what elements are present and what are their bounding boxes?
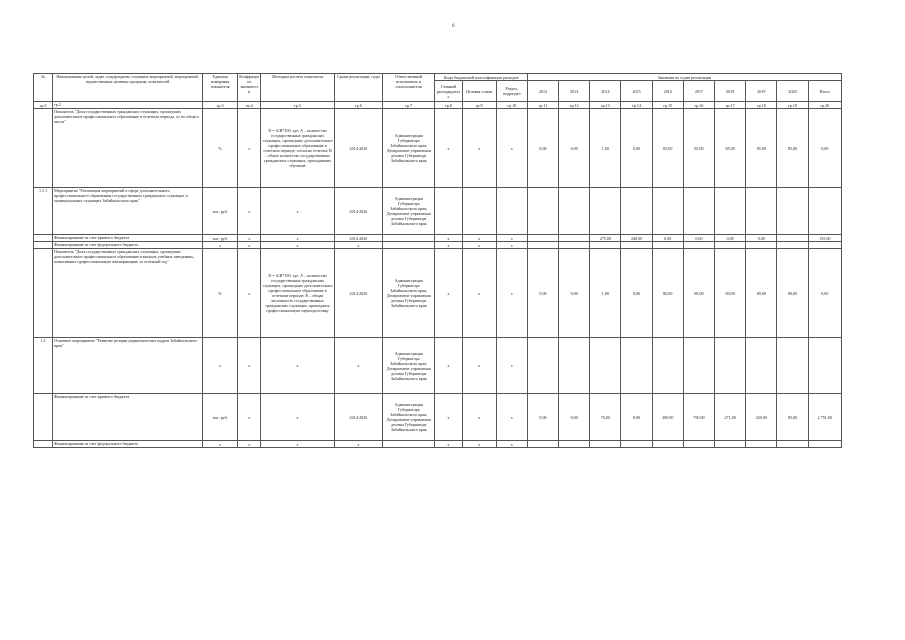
- row-method: х: [261, 188, 334, 235]
- colnum: гр.15: [652, 102, 683, 109]
- row-value: [527, 242, 558, 249]
- hdr-code-a: Главный распорядитель: [435, 81, 462, 102]
- row-code-b: х: [462, 394, 496, 441]
- row-value: [715, 441, 746, 448]
- row-name: Показатель "Доля государственных гражданских служащих, прошедших дополнительное профессиональное образование в отчетном периоде, от их общего числа": [53, 109, 203, 188]
- header-row: [34, 74, 842, 81]
- colnum: гр.20: [808, 102, 841, 109]
- colnum: гр.12: [559, 102, 590, 109]
- row-code-a: х: [435, 242, 462, 249]
- row-term: 2014-2020: [334, 235, 382, 242]
- row-value: 85,00: [715, 109, 746, 188]
- colnum: гр.3: [34, 102, 53, 109]
- hdr-year: 2013: [559, 81, 590, 102]
- row-value: [777, 441, 808, 448]
- row-value: [559, 441, 590, 448]
- row-method: D = A/B*100, где: А – количество государственных гражданских служащих, прошедших дополнительное профессиональное образование в отчетном периоде, согласно отчетам; В – общее количество государственных гражданских служащих, проходивших обучение: [261, 109, 334, 188]
- row-value: 1,00: [590, 109, 621, 188]
- colnum: гр.10: [496, 102, 527, 109]
- row-method: х: [261, 235, 334, 242]
- hdr-year: 2019: [746, 81, 777, 102]
- row-value: 85,00: [777, 109, 808, 188]
- row-value: 0,00: [527, 249, 558, 338]
- row-value: 155,00: [808, 235, 841, 242]
- row-value: [808, 242, 841, 249]
- row-value: 750,00: [683, 394, 714, 441]
- row-coef: х: [238, 242, 261, 249]
- hdr-year: 2017: [683, 81, 714, 102]
- row-method: х: [261, 242, 334, 249]
- row-code-b: х: [462, 235, 496, 242]
- row-value: 0,00: [559, 394, 590, 441]
- row-value: 85,00: [746, 109, 777, 188]
- row-coef: х: [238, 394, 261, 441]
- row-num: [34, 441, 53, 448]
- row-value: [715, 188, 746, 235]
- row-term: х: [334, 338, 382, 394]
- colnum: гр.6: [334, 102, 382, 109]
- row-value: 0,00: [746, 235, 777, 242]
- row-value: [777, 242, 808, 249]
- row-name: Мероприятие "Реализация мероприятий в сфере дополнительного профессионального образования государственных гражданских служащих и муниципальных служащих Забайкальского края": [53, 188, 203, 235]
- row-value: [621, 441, 652, 448]
- row-value: 70,00: [590, 394, 621, 441]
- row-value: [808, 441, 841, 448]
- row-value: 275,00: [590, 235, 621, 242]
- row-code-c: х: [496, 338, 527, 394]
- row-value: 0,00: [808, 249, 841, 338]
- row-code-b: х: [462, 338, 496, 394]
- row-value: 85,00: [652, 109, 683, 188]
- row-value: 80,00: [652, 249, 683, 338]
- colnum: гр.17: [715, 102, 746, 109]
- row-num: 1.1.1: [34, 188, 53, 235]
- row-code-a: х: [435, 441, 462, 448]
- row-value: 0,00: [808, 109, 841, 188]
- row-method: х: [261, 441, 334, 448]
- row-value: [621, 338, 652, 394]
- row-code-c: х: [496, 235, 527, 242]
- row-value: [683, 188, 714, 235]
- row-unit: х: [203, 338, 238, 394]
- row-unit: %: [203, 249, 238, 338]
- program-table: [33, 73, 842, 448]
- row-value: 85,00: [683, 109, 714, 188]
- row-coef: х: [238, 338, 261, 394]
- hdr-year: 2014: [590, 81, 621, 102]
- row-value: [777, 338, 808, 394]
- row-value: 85,00: [777, 394, 808, 441]
- row-resp: Администрация Губернатора Забайкальского края; Департамент управления делами Губернатора Забайкальского края: [383, 249, 435, 338]
- row-value: 80,00: [777, 249, 808, 338]
- row-code-a: х: [435, 338, 462, 394]
- row-value: [527, 235, 558, 242]
- table-row: [34, 441, 842, 448]
- colnum: гр.4: [238, 102, 261, 109]
- colnum: гр.9: [462, 102, 496, 109]
- row-value: [746, 441, 777, 448]
- row-code-a: х: [435, 235, 462, 242]
- row-value: [621, 188, 652, 235]
- table-row: [34, 338, 842, 394]
- row-value: 0,00: [559, 249, 590, 338]
- row-name: Финансирование за счет краевого бюджета: [53, 394, 203, 441]
- row-resp: [383, 242, 435, 249]
- colnum: гр.18: [746, 102, 777, 109]
- row-value: [590, 338, 621, 394]
- row-value: [559, 242, 590, 249]
- row-method: D = A/B*100, где: А – количество государственных гражданских служащих, прошедших дополнительное профессиональное образование в отчетном периоде; В – общая численность государственных гражданских служащих, прошедших профессиональную переподготовку: [261, 249, 334, 338]
- row-coef: х: [238, 235, 261, 242]
- row-coef: х: [238, 249, 261, 338]
- colnum: гр.19: [777, 102, 808, 109]
- table-row: [34, 242, 842, 249]
- colnum: гр.8: [435, 102, 462, 109]
- row-value: 240,00: [621, 235, 652, 242]
- row-value: 0,00: [683, 235, 714, 242]
- row-num: 1.2: [34, 338, 53, 394]
- row-code-b: х: [462, 242, 496, 249]
- row-value: 0,00: [621, 394, 652, 441]
- row-value: [777, 235, 808, 242]
- row-code-c: х: [496, 109, 527, 188]
- colnum: гр.14: [621, 102, 652, 109]
- row-num: [34, 249, 53, 338]
- row-value: [683, 441, 714, 448]
- row-value: [621, 242, 652, 249]
- row-value: [715, 338, 746, 394]
- hdr-year: Итого: [808, 81, 841, 102]
- hdr-code-c: Раздел, подраздел: [496, 81, 527, 102]
- row-value: [746, 188, 777, 235]
- row-name: Финансирование за счет федерального бюджета: [53, 242, 203, 249]
- row-term: 2014-2020: [334, 188, 382, 235]
- hdr-year: 2015: [621, 81, 652, 102]
- row-value: 80,00: [715, 249, 746, 338]
- row-coef: х: [238, 109, 261, 188]
- row-code-b: [462, 188, 496, 235]
- row-name: Финансирование за счет краевого бюджета: [53, 235, 203, 242]
- row-method: х: [261, 394, 334, 441]
- row-value: 0,00: [559, 109, 590, 188]
- row-resp: Администрация Губернатора Забайкальского края; Департамент управления делами Губернатора Забайкальского края: [383, 109, 435, 188]
- row-code-c: х: [496, 441, 527, 448]
- row-value: [777, 188, 808, 235]
- row-value: 320,00: [746, 394, 777, 441]
- hdr-resp: Ответственный исполнитель и соисполнители: [383, 74, 435, 102]
- row-value: 1,00: [590, 249, 621, 338]
- row-code-c: [496, 188, 527, 235]
- colnum: гр.3: [203, 102, 238, 109]
- hdr-values: Значения по годам реализации: [527, 74, 841, 81]
- row-code-c: х: [496, 394, 527, 441]
- hdr-year: 2012: [527, 81, 558, 102]
- row-num: [34, 109, 53, 188]
- row-resp: Администрация Губернатора Забайкальского края; Департамент управления делами Губернатора Забайкальского края: [383, 338, 435, 394]
- row-unit: %: [203, 109, 238, 188]
- row-value: [527, 338, 558, 394]
- colnum: гр.16: [683, 102, 714, 109]
- row-value: [559, 235, 590, 242]
- row-value: 0,00: [527, 109, 558, 188]
- row-value: [808, 188, 841, 235]
- row-num: [34, 242, 53, 249]
- hdr-year: 2018: [715, 81, 746, 102]
- row-value: [746, 242, 777, 249]
- hdr-method: Методика расчета показателя: [261, 74, 334, 102]
- row-code-a: [435, 188, 462, 235]
- row-value: [559, 338, 590, 394]
- row-value: [590, 188, 621, 235]
- row-method: х: [261, 338, 334, 394]
- row-resp: [383, 235, 435, 242]
- row-value: [683, 338, 714, 394]
- table-row: [34, 394, 842, 441]
- row-value: [652, 338, 683, 394]
- row-resp: [383, 441, 435, 448]
- row-value: 0,00: [621, 249, 652, 338]
- row-unit: х: [203, 441, 238, 448]
- hdr-code-b: Целевая статья: [462, 81, 496, 102]
- row-num: [34, 235, 53, 242]
- table-row: [34, 188, 842, 235]
- row-term: 2014-2020: [334, 249, 382, 338]
- row-code-a: х: [435, 109, 462, 188]
- row-code-b: х: [462, 441, 496, 448]
- row-unit: х: [203, 242, 238, 249]
- hdr-name: Наименование целей, задач, подпрограмм, основных мероприятий, мероприятий, ведомственных целевых программ, показателей: [53, 74, 203, 102]
- row-value: [590, 441, 621, 448]
- colnum: гр.11: [527, 102, 558, 109]
- row-value: [652, 242, 683, 249]
- row-unit: тыс. руб.: [203, 235, 238, 242]
- row-value: 0,00: [652, 235, 683, 242]
- row-value: 271,00: [715, 394, 746, 441]
- table-row: [34, 235, 842, 242]
- row-term: х: [334, 242, 382, 249]
- row-unit: тыс. руб.: [203, 188, 238, 235]
- row-term: х: [334, 441, 382, 448]
- row-value: 0,00: [715, 235, 746, 242]
- row-value: [527, 441, 558, 448]
- hdr-num: №: [34, 74, 53, 102]
- colnum: гр.5: [261, 102, 334, 109]
- row-term: 2014-2020: [334, 109, 382, 188]
- row-resp: Администрация Губернатора Забайкальского края; Департамент управления делами Губернатора Забайкальского края: [383, 394, 435, 441]
- hdr-codes: Коды бюджетной классификации расходов: [435, 74, 528, 81]
- row-coef: х: [238, 441, 261, 448]
- colnum: гр.2: [53, 102, 203, 109]
- row-code-b: х: [462, 249, 496, 338]
- row-code-a: х: [435, 249, 462, 338]
- row-value: [590, 242, 621, 249]
- row-term: 2014-2020: [334, 394, 382, 441]
- hdr-unit: Единица измерения показателя: [203, 74, 238, 102]
- row-code-c: х: [496, 242, 527, 249]
- row-resp: Администрация Губернатора Забайкальского края; Департамент управления делами Губернатора Забайкальского края: [383, 188, 435, 235]
- row-unit: тыс. руб.: [203, 394, 238, 441]
- row-value: [715, 242, 746, 249]
- row-value: [559, 188, 590, 235]
- row-name: Финансирование за счет федерального бюджета: [53, 441, 203, 448]
- hdr-coef: Коэффициент значимости: [238, 74, 261, 102]
- colnum: гр.13: [590, 102, 621, 109]
- row-name: Основное мероприятие "Развитие резерва управленческих кадров Забайкальского края": [53, 338, 203, 394]
- row-value: 300,00: [652, 394, 683, 441]
- row-value: [683, 242, 714, 249]
- row-code-a: х: [435, 394, 462, 441]
- row-value: [527, 188, 558, 235]
- colnum: гр.7: [383, 102, 435, 109]
- row-value: 2 751,00: [808, 394, 841, 441]
- hdr-year: 2020: [777, 81, 808, 102]
- row-name: Показатель "Доля государственных гражданских служащих, прошедших дополнительное профессиональное образование в высших учебных заведениях, повысивших профессиональную квалификацию за отчетный год": [53, 249, 203, 338]
- row-value: [652, 441, 683, 448]
- table-row: [34, 109, 842, 188]
- hdr-term: Сроки реализации, годы: [334, 74, 382, 102]
- row-value: [746, 338, 777, 394]
- row-value: 0,00: [527, 394, 558, 441]
- row-num: [34, 394, 53, 441]
- hdr-year: 2016: [652, 81, 683, 102]
- column-number-row: [34, 102, 842, 109]
- row-value: 80,00: [746, 249, 777, 338]
- row-code-b: х: [462, 109, 496, 188]
- page-number: 6: [452, 24, 455, 29]
- row-code-c: х: [496, 249, 527, 338]
- row-value: [652, 188, 683, 235]
- row-value: [808, 338, 841, 394]
- row-value: 0,00: [621, 109, 652, 188]
- table-row: [34, 249, 842, 338]
- row-coef: х: [238, 188, 261, 235]
- row-value: 80,00: [683, 249, 714, 338]
